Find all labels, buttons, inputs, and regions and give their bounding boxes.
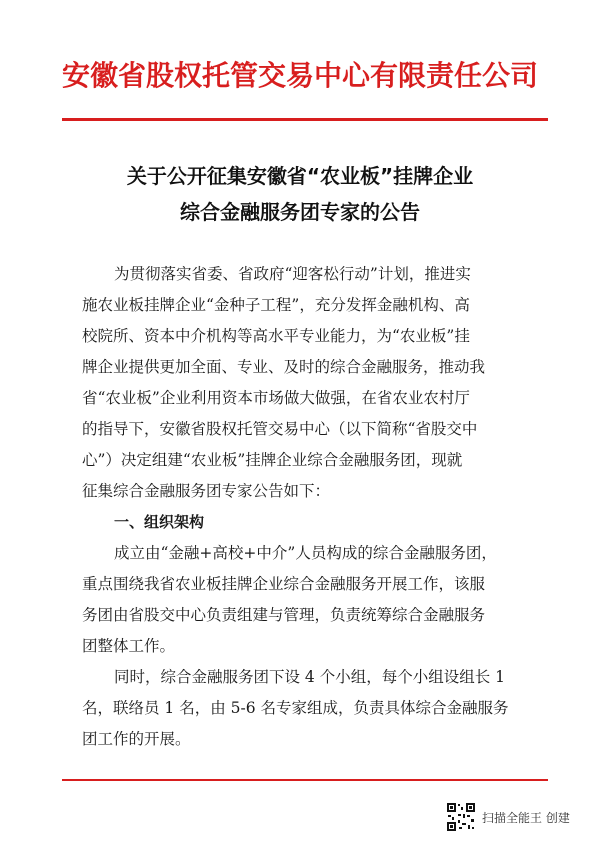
body-line: 团整体工作。	[82, 637, 176, 655]
body-line: 团工作的开展。	[82, 730, 191, 748]
body-line: 校院所、资本中介机构等高水平专业能力，为“农业板”挂	[82, 327, 470, 345]
body-line: 征集综合金融服务团专家公告如下：	[82, 482, 331, 500]
header-divider	[62, 118, 548, 121]
body-line: 务团由省股交中心负责组建与管理，负责统筹综合金融服务	[82, 606, 486, 624]
body-line: 同时，综合金融服务团下设 4 个小组，每个小组设组长 1	[114, 668, 506, 686]
body-line: 牌企业提供更加全面、专业、及时的综合金融服务，推动我	[82, 358, 486, 376]
scanner-watermark	[446, 800, 570, 834]
body-line: 为贯彻落实省委、省政府“迎客松行动”计划，推进实	[114, 265, 471, 283]
scanner-label: 扫描全能王 创建	[482, 810, 570, 825]
footer-divider	[62, 779, 548, 781]
document-title-line-1: 关于公开征集安徽省“农业板”挂牌企业	[126, 164, 474, 188]
body-line: 成立由“金融+高校+中介”人员构成的综合金融服务团，	[114, 544, 497, 562]
document-title-line-2: 综合金融服务团专家的公告	[180, 200, 420, 224]
body-line: 名，联络员 1 名，由 5-6 名专家组成，负责具体综合金融服务	[82, 699, 509, 717]
body-line: 的指导下，安徽省股权托管交易中心（以下简称“省股交中	[82, 420, 478, 438]
body-line: 心”）决定组建“农业板”挂牌企业综合金融服务团，现就	[82, 451, 463, 469]
section-heading-organization: 一、组织架构	[114, 513, 205, 531]
body-line: 重点围绕我省农业板挂牌企业综合金融服务开展工作，该服	[82, 575, 486, 593]
body-line: 省“农业板”企业利用资本市场做大做强，在省农业农村厅	[82, 389, 470, 407]
qr-code-icon	[446, 802, 476, 832]
document-body	[82, 259, 522, 755]
body-line: 施农业板挂牌企业“金种子工程”，充分发挥金融机构、高	[82, 296, 470, 314]
organization-header: 安徽省股权托管交易中心有限责任公司	[61, 59, 538, 92]
